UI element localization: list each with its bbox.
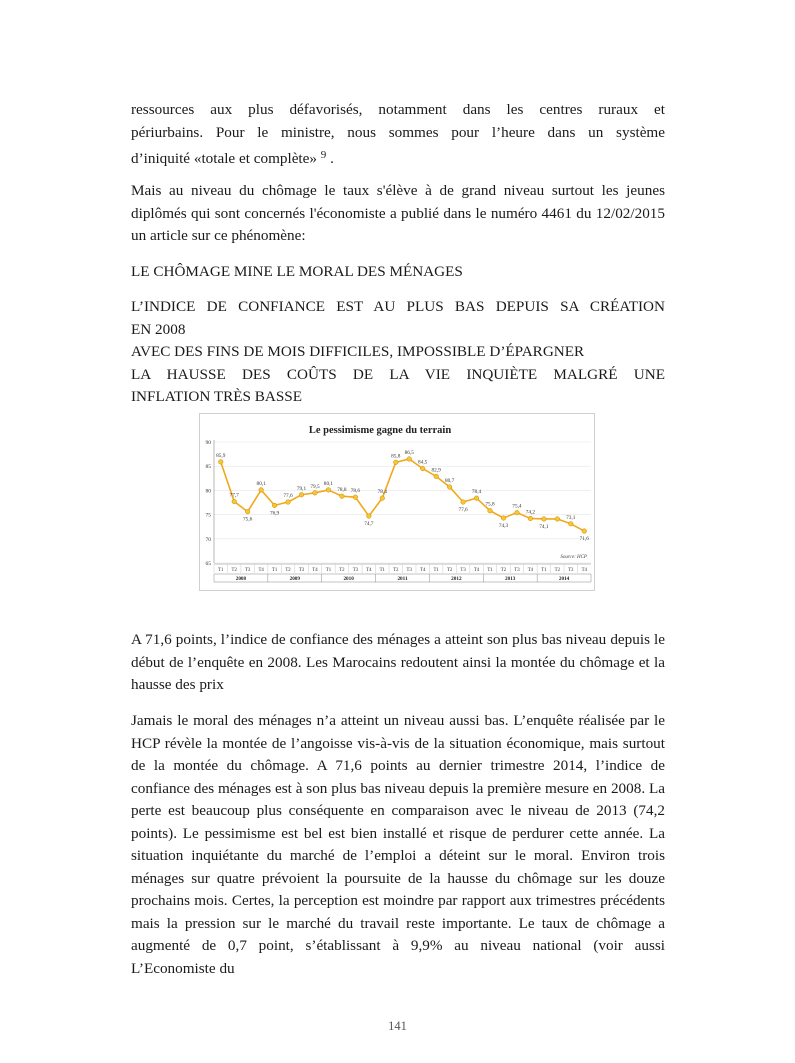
y-tick-label: 75 (205, 512, 211, 519)
data-label: 77,6 (458, 507, 468, 514)
y-tick-label: 65 (205, 561, 211, 567)
data-label: 77,6 (283, 493, 293, 500)
quarter-label: T1 (218, 568, 224, 573)
data-label: 80,1 (256, 480, 266, 487)
heading-hausse-line-2: INFLATION TRÈS BASSE (131, 388, 303, 405)
data-point (272, 503, 277, 508)
data-label: 78,4 (377, 489, 387, 496)
quarter-label: T4 (366, 568, 372, 573)
quarter-label: T1 (541, 568, 547, 573)
quarter-label: T1 (379, 568, 385, 573)
heading-indice-line-2: EN 2008 (131, 320, 186, 338)
paragraph-unemployment: Mais au niveau du chômage le taux s'élève à de grand niveau surtout les jeunes diplômés qui sont concernés l'économiste a publié dans le numéro 4461 du 12/02/2015 un article sur ce phénomène: (131, 182, 665, 244)
data-point (259, 488, 264, 493)
quarter-label: T3 (568, 568, 574, 573)
data-label: 74,1 (539, 523, 549, 530)
data-point (380, 496, 385, 501)
data-label: 74,3 (498, 522, 509, 529)
data-label: 75,6 (243, 516, 253, 523)
intro-line-3 (131, 144, 665, 171)
data-label: 75,4 (512, 503, 522, 510)
data-label: 86,5 (404, 449, 414, 456)
data-point (461, 500, 466, 505)
quarter-label: T2 (339, 568, 345, 573)
confidence-index-chart (199, 413, 595, 591)
data-label: 76,9 (269, 510, 280, 517)
year-label: 2011 (397, 576, 408, 582)
data-label: 73,1 (566, 514, 576, 521)
quarter-label: T4 (258, 568, 264, 573)
intro-line-3-text: d’iniquité «totale et complète» (131, 150, 317, 167)
paragraph-confidence-index: A 71,6 points, l’indice de confiance des ménages a atteint son plus bas niveau depuis le début de l’enquête en 2008. Les Marocains redoutent ainsi la montée du chômage et la hausse des prix (131, 631, 665, 693)
data-label: 79,5 (310, 483, 320, 490)
y-tick-label: 85 (205, 464, 211, 471)
data-label: 75,8 (485, 501, 495, 508)
quarter-label: T4 (312, 568, 318, 573)
quarter-label: T2 (231, 568, 237, 573)
quarter-label: T3 (460, 568, 466, 573)
chart-title: Le pessimisme gagne du terrain (308, 425, 452, 436)
data-point (286, 500, 291, 505)
data-point (245, 509, 250, 514)
chart-source: Source: HCP (560, 555, 587, 560)
data-point (326, 488, 331, 493)
quarter-label: T2 (446, 568, 453, 573)
data-label: 82,9 (431, 467, 441, 474)
data-label: 80,7 (444, 478, 455, 485)
quarter-label: T2 (393, 568, 399, 573)
data-point (488, 508, 493, 513)
data-point (340, 494, 345, 499)
quarter-label: T3 (406, 568, 412, 573)
heading-epargner: AVEC DES FINS DE MOIS DIFFICILES, IMPOSSIBLE D’ÉPARGNER (131, 343, 585, 360)
y-tick-label: 90 (205, 440, 211, 446)
quarter-label: T2 (285, 568, 291, 573)
y-tick-label: 80 (205, 488, 211, 495)
quarter-label: T3 (244, 568, 251, 573)
heading-chomage: LE CHÔMAGE MINE LE MORAL DES MÉNAGES (131, 263, 463, 280)
data-point (569, 521, 574, 526)
quarter-label: T1 (433, 568, 439, 573)
data-point (528, 516, 533, 521)
quarter-label: T4 (473, 568, 480, 573)
year-label: 2012 (451, 576, 462, 582)
heading-indice (131, 296, 665, 409)
data-point (367, 514, 372, 519)
data-point (393, 460, 398, 465)
data-point (232, 499, 237, 504)
year-label: 2014 (558, 576, 570, 582)
data-label: 77,7 (229, 492, 239, 499)
data-point (353, 495, 358, 500)
y-tick-label: 70 (205, 536, 211, 543)
quarter-label: T4 (581, 568, 587, 573)
data-label: 79,1 (296, 485, 307, 492)
data-label: 78,8 (337, 487, 347, 494)
data-label: 71,6 (579, 536, 589, 543)
data-point (299, 492, 304, 497)
year-label: 2013 (505, 576, 516, 582)
data-label: 84,5 (418, 459, 428, 466)
data-point (542, 517, 547, 522)
intro-line-3-end: . (330, 150, 334, 167)
data-point (501, 516, 506, 521)
data-label: 74,2 (525, 509, 536, 516)
intro-line-1: ressources aux plus défavorisés, notamment dans les centres ruraux et (131, 101, 665, 118)
data-point (582, 529, 587, 534)
data-point (434, 474, 439, 479)
paragraph-article: Jamais le moral des ménages n’a atteint un niveau aussi bas. L’enquête réalisée par le HCP révèle la montée de l’angoisse vis-à-vis de la situation économique, mais surtout de la montée du chômage. A 71,6 points au dernier trimestre 2014, l’indice de confiance des ménages est à son plus bas niveau depuis la première mesure en 2008. La perte est beaucoup plus conséquente en comparaison avec le niveau de 2013 (74,2 points). Le pessimisme est bel est bien installé et risque de perdurer cette année. La situation inquiétante du marché de l’emploi a déteint sur le moral. Environ trois ménages sur quatre prévoient la poursuite de la hausse du chômage sur les douze prochains mois. Certes, la perception est moindre par rapport aux trimestres précédents mais la pression sur le marché du travail reste importante. Le taux de chômage a augmenté de 0,7 point, s’établissant à 9,9% au niveau national (voir aussi L’Economiste du (131, 712, 665, 977)
quarter-label: T1 (271, 568, 278, 573)
paragraph-intro (131, 99, 665, 171)
quarter-label: T3 (298, 568, 305, 573)
data-point (313, 491, 318, 496)
data-point (555, 517, 560, 522)
data-label: 78,6 (350, 488, 361, 495)
quarter-label: T2 (554, 568, 561, 573)
year-label: 2008 (235, 576, 247, 582)
footnote-marker[interactable]: 9 (320, 149, 327, 161)
data-label: 74,7 (364, 521, 374, 528)
quarter-label: T3 (352, 568, 359, 573)
year-label: 2009 (289, 576, 300, 582)
quarter-label: T4 (420, 568, 426, 573)
data-point (420, 466, 425, 471)
data-point (407, 457, 412, 462)
quarter-label: T2 (500, 568, 507, 573)
intro-line-2: périurbains. Pour le ministre, nous sommes pour l’heure dans un système (131, 123, 665, 141)
heading-hausse-line-1: LA HAUSSE DES COÛTS DE LA VIE INQUIÈTE MALGRÉ UNE (131, 365, 665, 383)
quarter-label: T3 (514, 568, 520, 573)
data-label: 85,9 (216, 452, 226, 459)
data-point (218, 460, 223, 465)
quarter-label: T1 (325, 568, 332, 573)
data-point (474, 496, 479, 501)
heading-indice-line-1: L’INDICE DE CONFIANCE EST AU PLUS BAS DEPUIS SA CRÉATION (131, 298, 665, 315)
year-label: 2010 (343, 576, 354, 582)
data-label: 78,4 (471, 489, 482, 496)
data-label: 80,1 (323, 480, 334, 487)
data-point (447, 485, 452, 490)
data-point (515, 510, 520, 515)
quarter-label: T4 (527, 568, 534, 573)
page-number: 141 (388, 1019, 407, 1033)
quarter-label: T1 (487, 568, 493, 573)
data-label: 85,8 (391, 453, 401, 460)
